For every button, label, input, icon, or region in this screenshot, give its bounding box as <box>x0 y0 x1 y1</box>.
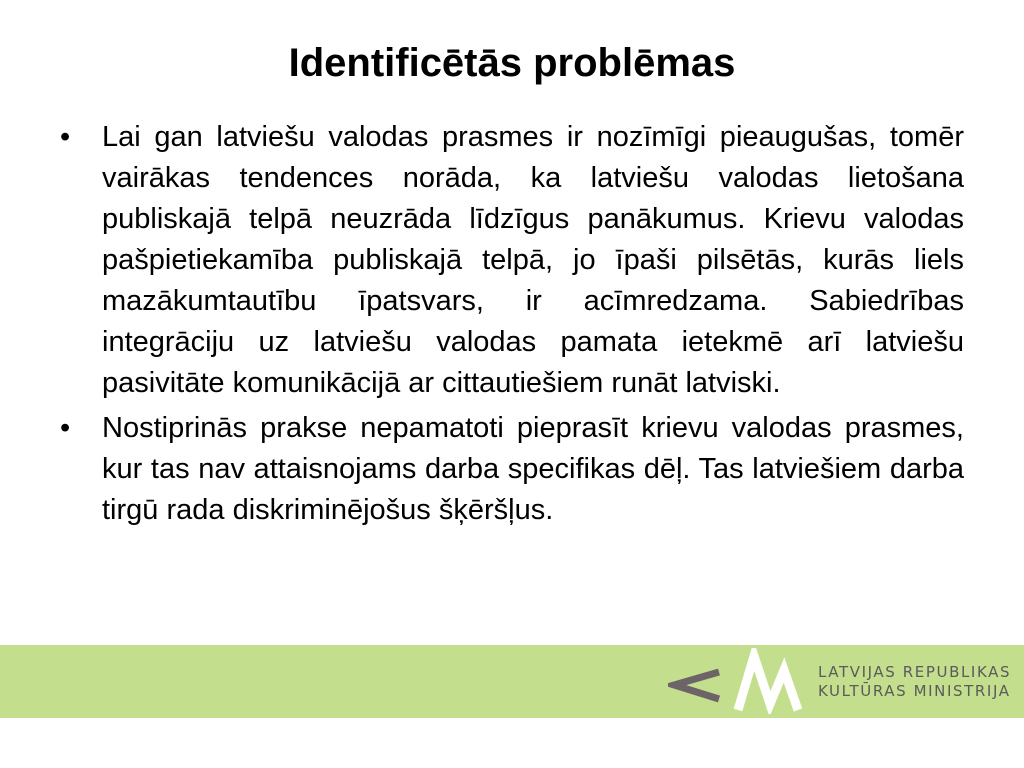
bullet-list <box>52 117 964 535</box>
bullet-marker: • <box>60 121 71 153</box>
bullet-item <box>52 117 964 404</box>
bullet-text: Lai gan latviešu valodas prasmes ir nozīmīgi pieaugušas, tomēr vairākas tendences norāda, ka latviešu valodas lietošana publiskajā telpā neuzrāda līdzīgus panākumus. Krievu valodas pašpietiekamība publiskajā telpā, jo īpaši pilsētās, kurās liels mazākumtautību īpatsvars, ir acīmredzama. Sabiedrības integrāciju uz latviešu valodas pamata ietekmē arī latviešu pasivitāte komunikācijā ar cittautiešiem runāt latviski. <box>102 121 964 399</box>
bullet-text: Nostiprinās prakse nepamatoti pieprasīt krievu valodas prasmes, kur tas nav attaisnojams darba specifikas dēļ. Tas latviešiem darba tirgū rada diskriminējošus šķēršļus. <box>102 412 964 526</box>
logo-text-line-2: KULTŪRAS MINISTRIJA <box>818 682 1011 700</box>
slide-title: Identificētās problēmas <box>288 41 736 85</box>
ministry-logo-text <box>818 663 1011 701</box>
bullet-marker: • <box>60 412 71 444</box>
bullet-item <box>52 408 964 531</box>
logo-text-line-1: LATVIJAS REPUBLIKAS <box>818 663 1012 681</box>
ministry-logo-icon <box>668 648 804 714</box>
